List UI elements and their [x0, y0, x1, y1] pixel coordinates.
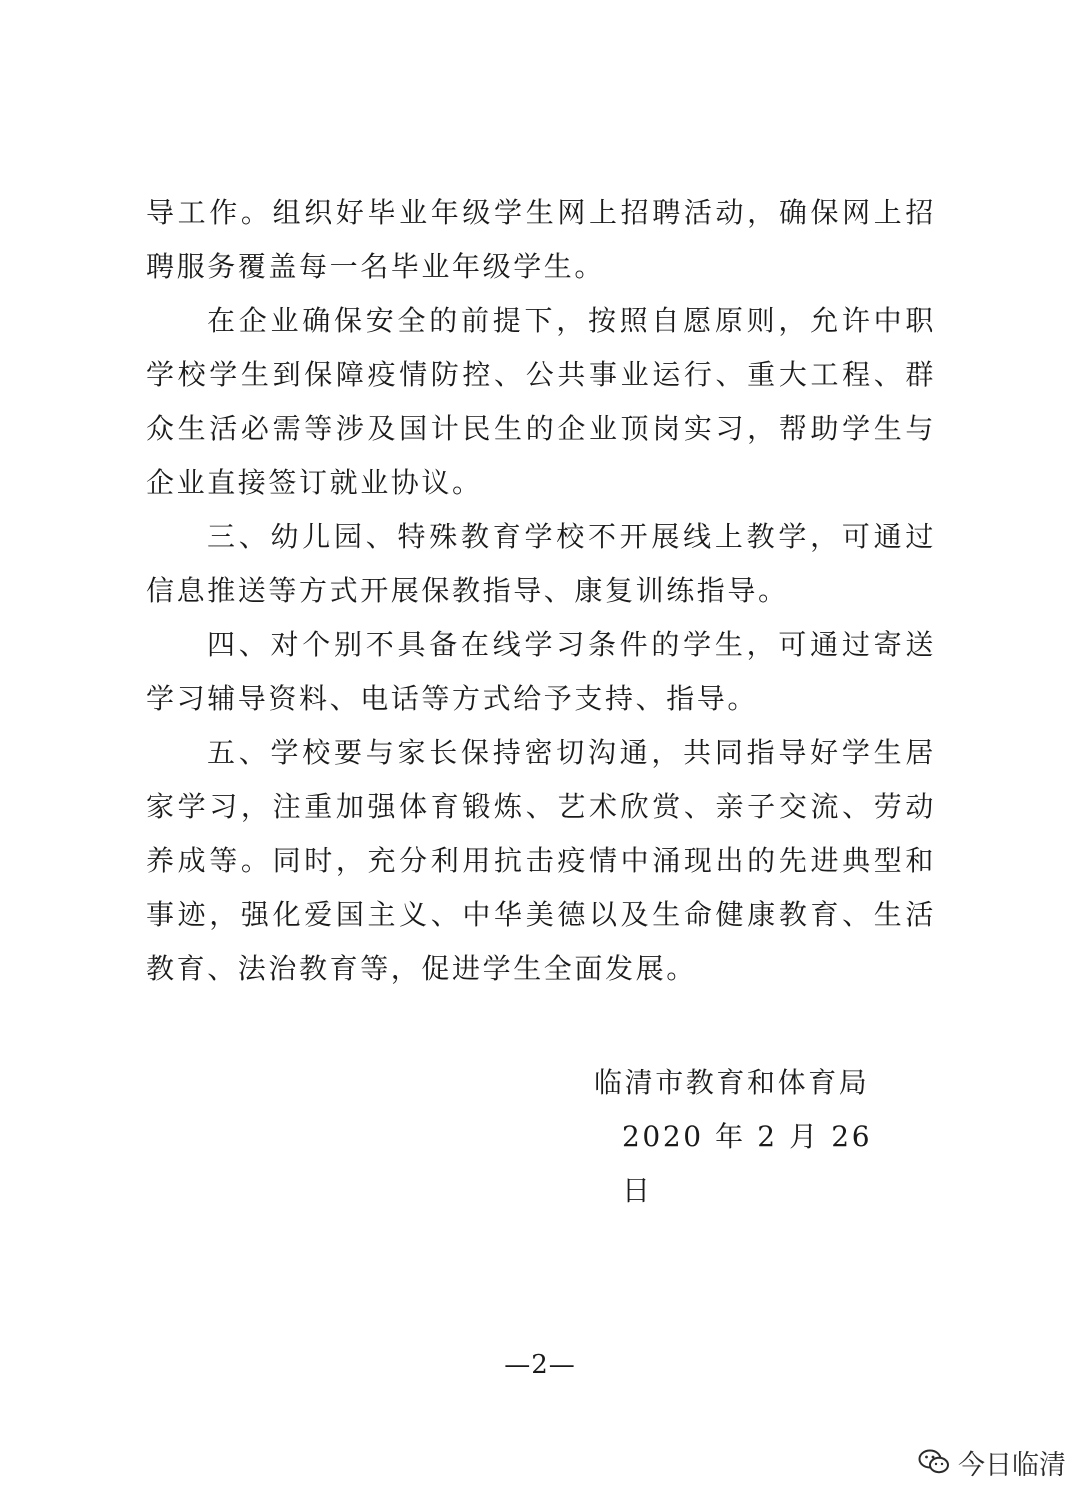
issue-date: 2020 年 2 月 26 日 — [622, 1120, 873, 1207]
wechat-watermark — [918, 1440, 1066, 1484]
signature-block — [580, 1056, 900, 1218]
page-number: —2— — [504, 1350, 576, 1380]
watermark-label: 今日临清 — [958, 1449, 1066, 1481]
paragraph-5: 五、学校要与家长保持密切沟通，共同指导好学生居家学习，注重加强体育锻炼、艺术欣赏、亲子交流、劳动养成等。同时，充分利用抗击疫情中涌现出的先进典型和事迹，强化爱国主义、中华美德以及生命健康教育、生活教育、法治教育等，促进学生全面发展。 — [146, 736, 936, 985]
document-body — [146, 186, 936, 996]
paragraph-2: 在企业确保安全的前提下，按照自愿原则，允许中职学校学生到保障疫情防控、公共事业运行、重大工程、群众生活必需等涉及国计民生的企业顶岗实习，帮助学生与企业直接签订就业协议。 — [146, 304, 936, 499]
paragraph-4: 四、对个别不具备在线学习条件的学生，可通过寄送学习辅导资料、电话等方式给予支持、指导。 — [146, 628, 936, 715]
issuing-organization: 临清市教育和体育局 — [594, 1066, 870, 1099]
wechat-icon — [918, 1448, 950, 1476]
paragraph-1: 导工作。组织好毕业年级学生网上招聘活动，确保网上招聘服务覆盖每一名毕业年级学生。 — [146, 196, 936, 283]
paragraph-3: 三、幼儿园、特殊教育学校不开展线上教学，可通过信息推送等方式开展保教指导、康复训练指导。 — [146, 520, 936, 607]
